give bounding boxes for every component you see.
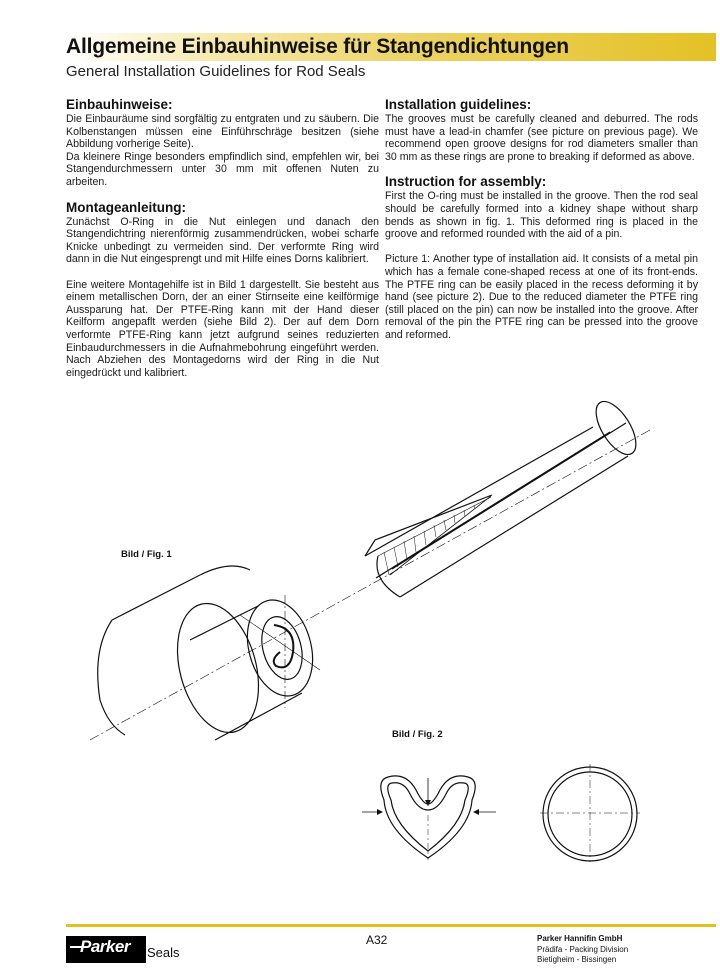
section-heading-einbauhinweise: Einbauhinweise:	[66, 97, 173, 112]
paragraph: Die Einbauräume sind sorgfältig zu entgraten und zu säubern. Die Kolbenstangen müssen eine Einführschräge besitzen (siehe Abbildung vorherige Seite).	[66, 113, 379, 151]
page-number: A32	[366, 933, 388, 947]
mounting-pin-drawing	[365, 395, 644, 597]
fig2-round-ring	[540, 764, 640, 862]
section-heading-instruction-for-assembly: Instruction for assembly:	[385, 174, 547, 190]
fig2-kidney-ring	[362, 776, 496, 860]
paragraph: Eine weitere Montagehilfe ist in Bild 1 dargestellt. Sie besteht aus einem metallischen Dorn, der an einer Stirnseite eine keilförmige Aussparung hat. Der PTFE-Ring kann mit der Hand dieser Keilform angepaflt werden (siehe Bild 2). Der auf dem Dorn verformte PTFE-Ring kann jetzt aufgrund seines reduzierten Einbaudurchmessers in die Aufnahmebohrung eingeführt werden. Nach Abziehen des Montagedorns wird der Ring in die Nut eingedrückt und kalibriert.	[66, 278, 379, 379]
paragraph: Picture 1: Another type of installation aid. It consists of a metal pin which has a female cone-shaped recess at one of its front-ends. The PTFE ring can be easily placed in the recess deforming it by hand (see picture 2). Due to the reduced diameter the PTFE ring (still placed on the pin) can now be installed into the groove. After removal of the pin the PTFE ring can be pressed into the groove and reformed.	[385, 253, 698, 341]
parker-logo-text: Parker	[80, 937, 130, 956]
footer-divider	[66, 924, 716, 927]
page-title: Allgemeine Einbauhinweise für Stangendichtungen	[66, 35, 569, 58]
paragraph: First the O-ring must be installed in the groove. Then the rod seal should be carefully formed into a kidney shape without sharp bends as shown in fig. 1. This deformed ring is placed in the groove and reformed rounded with the aid of a pin.	[385, 190, 698, 241]
paragraph: Da kleinere Ringe besonders empfindlich sind, empfehlen wir, bei Stangendurchmessern unter 30 mm mit offenen Nuten zu arbeiten.	[66, 150, 379, 188]
logo-suffix: Seals	[147, 945, 180, 960]
company-info	[537, 934, 628, 966]
recess-hatching	[384, 505, 475, 575]
paragraph: The grooves must be carefully cleaned and deburred. The rods must have a lead-in chamfer (see picture on previous page). We recommend open groove designs for rod diameters smaller than 30 mm as these rings are prone to breaking if deformed as above.	[385, 113, 698, 163]
section-heading-montageanleitung: Montageanleitung:	[66, 199, 186, 215]
company-name: Parker Hannifin GmbH	[537, 934, 623, 943]
page-subtitle: General Installation Guidelines for Rod Seals	[66, 63, 366, 80]
section-heading-installation-guidelines: Installation guidelines:	[385, 97, 532, 112]
company-location: Bietigheim - Bissingen	[537, 955, 617, 964]
company-division: Prädifa - Packing Division	[537, 944, 629, 954]
centre-axis-line	[90, 430, 650, 740]
housing-drawing	[98, 566, 323, 742]
paragraph: Zunächst O-Ring in die Nut einlegen und danach den Stangendichtring nierenförmig zusammendrücken, wobei scharfe Knicke unbedingt zu vermeiden sind. Der verformte Ring wird dann in die Nut eingesprengt und mit Hilfe eines Dorns kalibriert.	[66, 215, 379, 266]
fig1-label: Bild / Fig. 1	[121, 549, 172, 560]
fig2-label: Bild / Fig. 2	[392, 729, 443, 740]
